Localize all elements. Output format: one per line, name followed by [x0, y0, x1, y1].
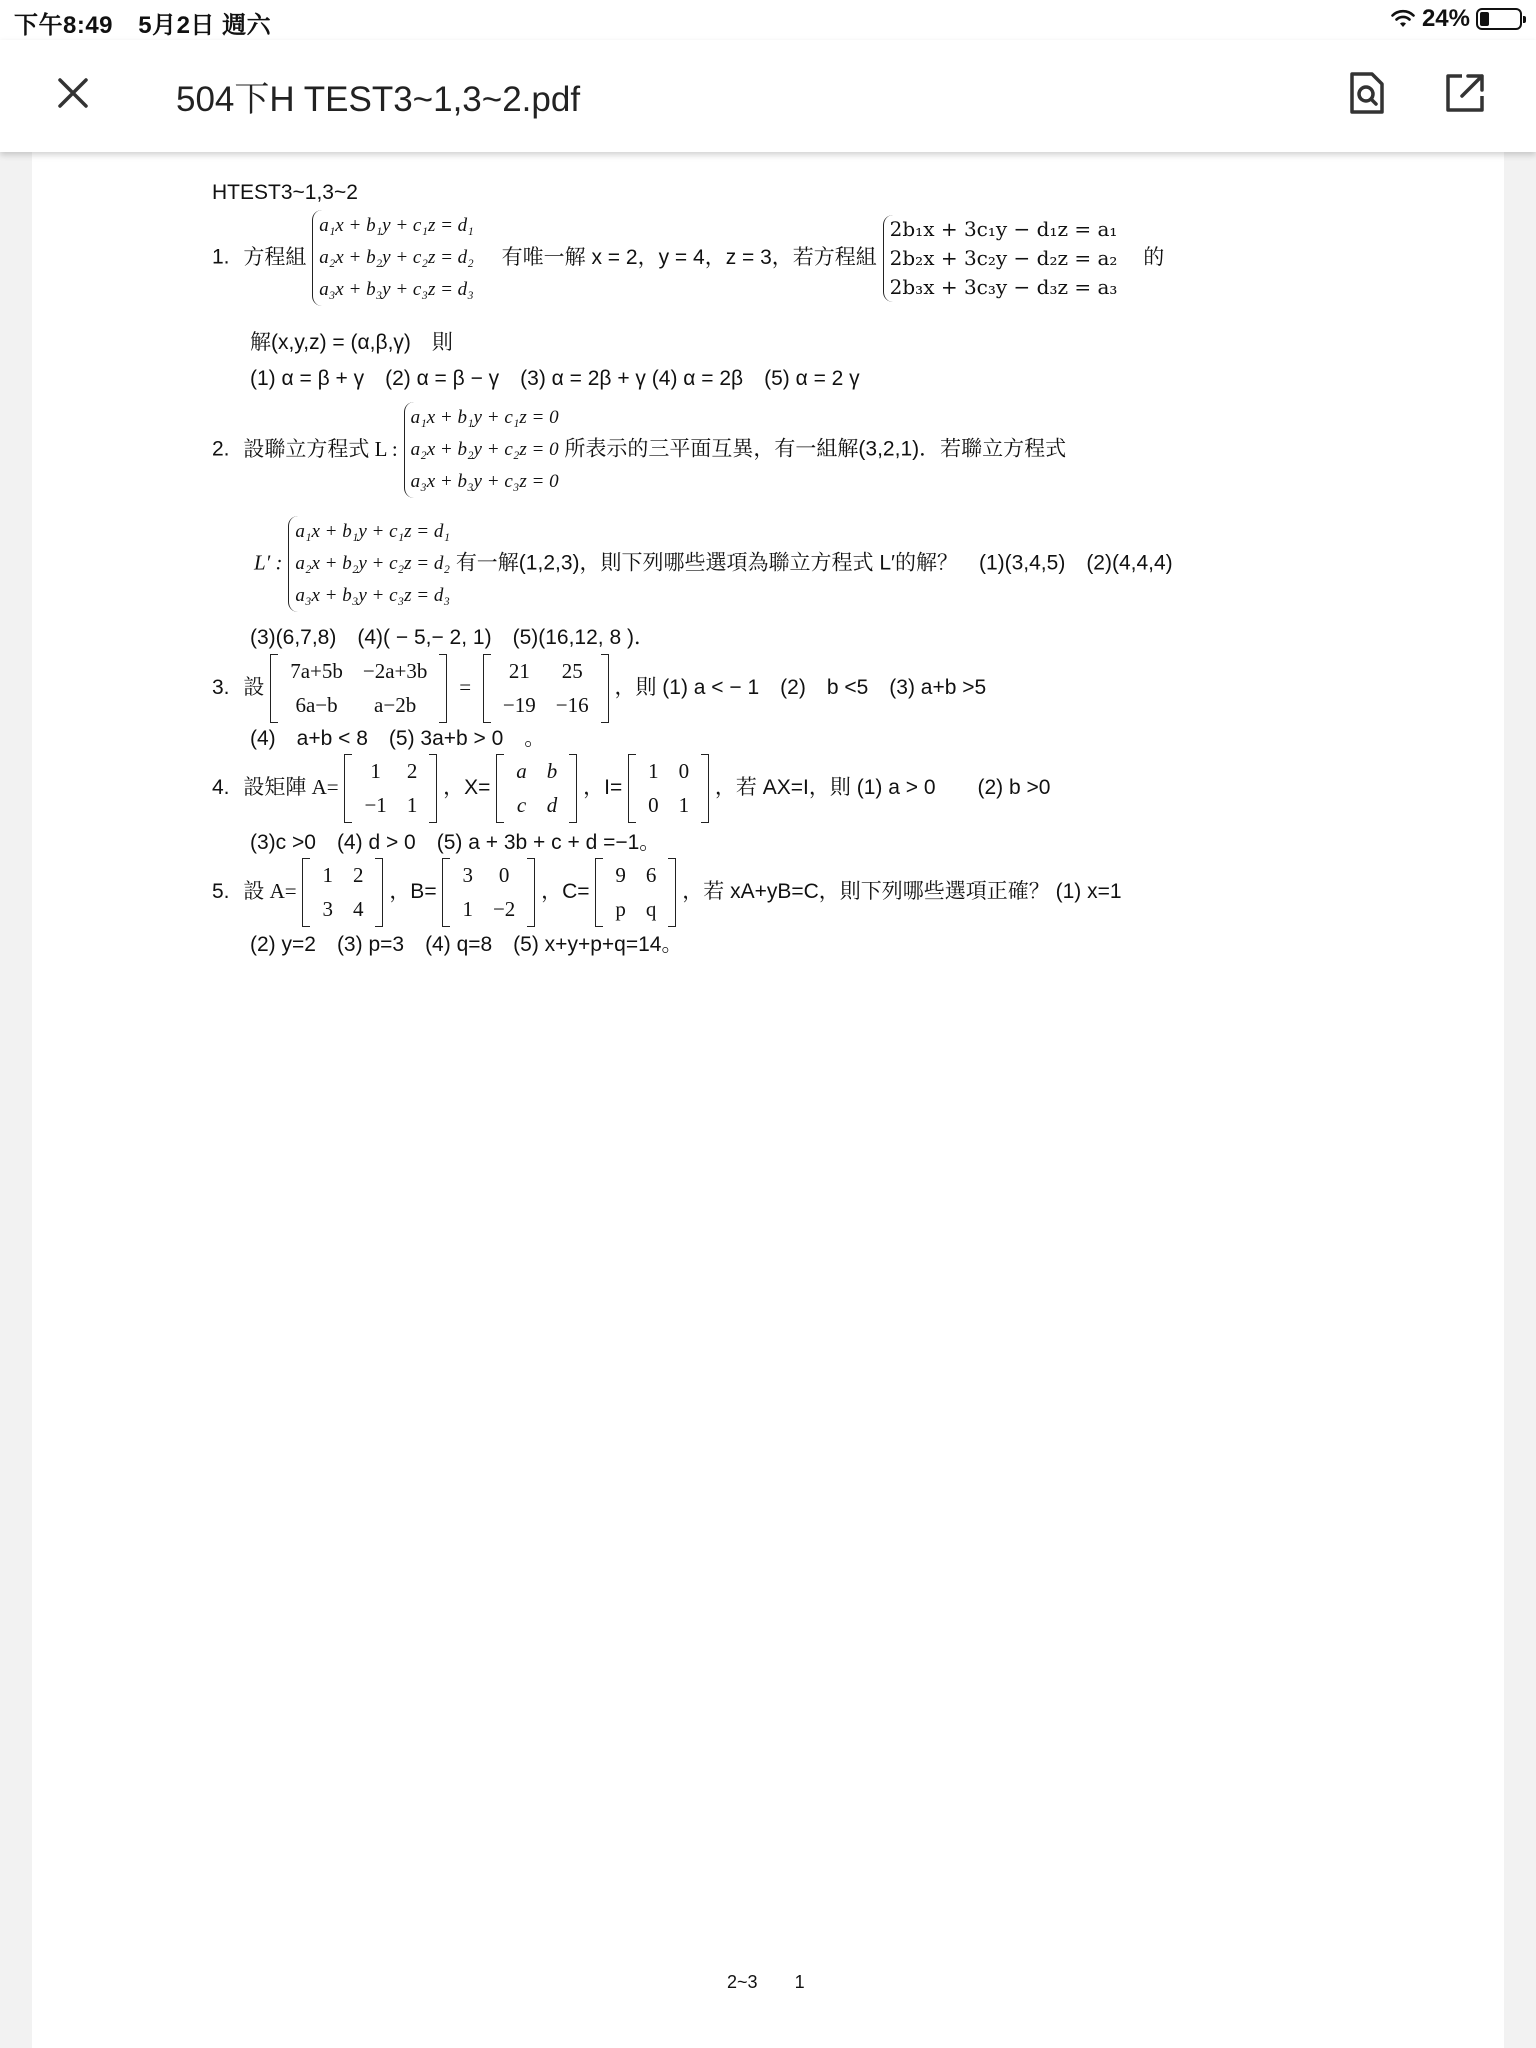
q3-suffix: ，則 (1) a < − 1 (2) b <5 (3) a+b >5: [614, 675, 987, 699]
q1-mid: 有唯一解 x = 2，y = 4，z = 3，若方程組: [501, 245, 877, 269]
q1-line2: 解(x,y,z) = (α,β,γ) 則: [250, 331, 453, 354]
q3-number: 3.: [212, 675, 230, 699]
q4-matrix-A: [344, 754, 437, 823]
q4-mX-cell-2-1: c: [516, 793, 527, 818]
q1-suffix: 的: [1143, 245, 1165, 269]
q5-mA-cell-1-1: 1: [322, 863, 333, 887]
q5-mC-cell-1-1: 9: [615, 863, 626, 887]
footer-left: 2~3: [727, 1972, 758, 1992]
document-title: 504下H TEST3~1,3~2.pdf: [176, 80, 581, 119]
q4-i-label: ，I=: [583, 775, 623, 799]
q1-sys1-row-3: a₃x + b₃y + c₃z = d₃: [319, 279, 474, 300]
status-date: 5月2日 週六: [138, 12, 272, 39]
q5-options: (2) y=2 (3) p=3 (4) q=8 (5) x+y+p+q=14。: [250, 933, 683, 956]
open-external-icon[interactable]: [1440, 68, 1490, 118]
q5-c-label: ，C=: [541, 879, 590, 903]
doc-heading: HTEST3~1,3~2: [212, 181, 358, 204]
q3-matrix-right: [483, 654, 609, 723]
q2-mid2: 有一解(1,2,3)，則下列哪些選項為聯立方程式 L′的解？ (1)(3,4,5) (2)(4,4,4): [455, 551, 1173, 575]
footer-right: 1: [794, 1972, 805, 1992]
q4-mI-cell-2-1: 0: [648, 793, 659, 818]
q4-mX-cell-1-2: b: [546, 759, 558, 783]
question-2: [212, 402, 1066, 498]
q5-mA-cell-2-2: 4: [352, 897, 364, 922]
q5-b-label: ，B=: [389, 879, 437, 903]
q4-prefix: 設矩陣 A=: [243, 774, 339, 799]
document-search-icon[interactable]: [1342, 68, 1392, 118]
q4-mA-cell-1-1: 1: [370, 759, 381, 783]
q4-x-label: ，X=: [443, 775, 491, 799]
q1-prefix: 方程組: [243, 244, 307, 269]
q5-mA-cell-1-2: 2: [352, 863, 364, 887]
q1-sys2-row-2: 2b₂x + 3c₂y − d₂z = a₂: [889, 245, 1118, 270]
status-bar: [0, 0, 1536, 40]
q3-m2-cell-2-1: −19: [502, 693, 536, 718]
q2-prefix2: L′ :: [254, 550, 283, 575]
q1-system-1: [312, 210, 474, 306]
q2-prefix: 設聯立方程式 L :: [243, 436, 398, 461]
q2-sys1-row-1: a₁x + b₁y + c₁z = 0: [410, 407, 559, 428]
status-left: [14, 5, 289, 40]
q5-number: 5.: [212, 879, 230, 903]
q1-sys1-row-1: a₁x + b₁y + c₁z = d₁: [319, 215, 474, 236]
q4-matrix-I: [628, 754, 709, 823]
q4-mX-cell-1-1: a: [516, 759, 527, 783]
q4-mI-cell-1-2: 0: [678, 759, 690, 783]
q2-sys2-row-2: a₂x + b₂y + c₂z = d₂: [295, 553, 450, 574]
q2-mid: 所表示的三平面互異，有一組解(3,2,1)．若聯立方程式: [564, 437, 1067, 461]
q5-matrix-B: [442, 858, 535, 927]
q4-mA-cell-2-2: 1: [406, 793, 418, 818]
question-1: [212, 210, 1164, 306]
pdf-page[interactable]: [32, 152, 1504, 2048]
q3-m1-cell-1-1: 7a+5b: [290, 659, 343, 683]
q4-matrix-X: [496, 754, 577, 823]
q5-prefix: 設 A=: [243, 878, 297, 903]
battery-percent: 24%: [1421, 5, 1470, 32]
q3-m2-cell-2-2: −16: [555, 693, 589, 718]
q1-system-2: [883, 215, 1118, 302]
battery-icon: [1476, 8, 1522, 30]
q5-matrix-C: [595, 858, 676, 927]
question-5: [212, 858, 1122, 927]
q3-equals: =: [459, 674, 472, 699]
battery-fill: [1480, 12, 1489, 26]
q3-m1-cell-2-1: 6a−b: [295, 693, 338, 718]
q2-sys2-row-1: a₁x + b₁y + c₁z = d₁: [295, 521, 450, 542]
q3-prefix: 設: [243, 674, 265, 699]
status-time: 下午8:49: [14, 12, 114, 39]
wifi-icon: [1390, 9, 1416, 29]
q5-mC-cell-2-2: q: [645, 897, 657, 922]
q2-sys1-row-3: a₃x + b₃y + c₃z = 0: [410, 471, 559, 492]
q2-system-1: [404, 402, 559, 498]
q3-m1-cell-2-2: a−2b: [374, 693, 417, 718]
q2-options: (3)(6,7,8) (4)( − 5,− 2, 1) (5)(16,12, 8 )．: [250, 626, 655, 649]
close-icon[interactable]: [50, 70, 96, 116]
q1-options: (1) α = β + γ (2) α = β − γ (3) α = 2β + γ (4) α = 2β (5) α = 2 γ: [250, 367, 860, 390]
q4-mI-cell-1-1: 1: [648, 759, 659, 783]
page-footer: [727, 1972, 837, 1993]
viewer-header: [0, 40, 1536, 152]
status-right: [1390, 5, 1522, 33]
q5-suffix: ，若 xA+yB=C，則下列哪些選項正確？ (1) x=1: [682, 879, 1122, 903]
q5-mB-cell-2-1: 1: [462, 897, 473, 922]
q3-matrix-left: [270, 654, 447, 723]
q2-number: 2.: [212, 437, 230, 461]
q5-matrix-A: [302, 858, 383, 927]
q3-m2-cell-1-1: 21: [508, 659, 530, 683]
q4-mX-cell-2-2: d: [546, 793, 558, 818]
q1-number: 1.: [212, 245, 230, 269]
question-3: [212, 654, 986, 723]
q4-suffix: ，若 AX=I，則 (1) a > 0 (2) b >0: [714, 775, 1051, 799]
q1-sys2-row-1: 2b₁x + 3c₁y − d₁z = a₁: [889, 216, 1118, 241]
q3-options: (4) a+b < 8 (5) 3a+b > 0 。: [250, 727, 546, 750]
q4-mA-cell-2-1: −1: [364, 793, 387, 818]
question-4: [212, 754, 1050, 823]
q2-system-2: [288, 516, 450, 612]
q5-mB-cell-2-2: −2: [492, 897, 516, 922]
q3-m1-cell-1-2: −2a+3b: [362, 659, 428, 683]
q2-line2: [254, 516, 1173, 612]
q5-mB-cell-1-1: 3: [462, 863, 473, 887]
q4-options: (3)c >0 (4) d > 0 (5) a + 3b + c + d =−1。: [250, 831, 661, 854]
q4-mI-cell-2-2: 1: [678, 793, 690, 818]
q5-mA-cell-2-1: 3: [322, 897, 333, 922]
q4-mA-cell-1-2: 2: [406, 759, 418, 783]
q2-sys2-row-3: a₃x + b₃y + c₃z = d₃: [295, 585, 450, 606]
q4-number: 4.: [212, 775, 230, 799]
q3-m2-cell-1-2: 25: [561, 659, 583, 683]
q5-mC-cell-2-1: p: [615, 897, 626, 922]
q1-sys1-row-2: a₂x + b₂y + c₂z = d₂: [319, 247, 474, 268]
q2-sys1-row-2: a₂x + b₂y + c₂z = 0: [410, 439, 559, 460]
q5-mC-cell-1-2: 6: [645, 863, 657, 887]
q1-sys2-row-3: 2b₃x + 3c₃y − d₃z = a₃: [889, 274, 1118, 299]
q5-mB-cell-1-2: 0: [498, 863, 510, 887]
